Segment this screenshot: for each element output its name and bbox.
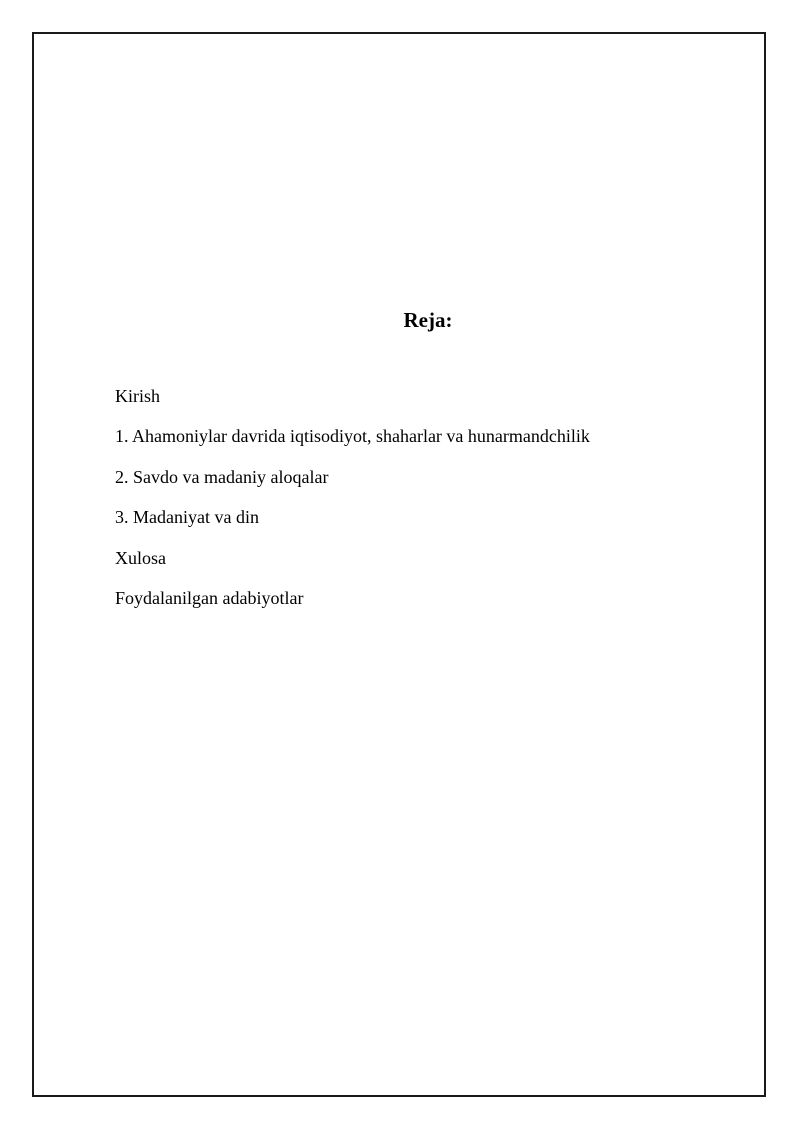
plan-item-2: 2. Savdo va madaniy aloqalar: [115, 466, 329, 487]
plan-item-3: 3. Madaniyat va din: [115, 507, 259, 528]
plan-list: [115, 383, 590, 625]
plan-item-references: Foydalanilgan adabiyotlar: [115, 587, 304, 608]
plan-title: Reja:: [403, 308, 453, 332]
plan-item-conclusion: Xulosa: [115, 547, 166, 568]
page-border: [32, 32, 766, 1097]
plan-item-introduction: Kirish: [115, 386, 160, 406]
plan-item-1: 1. Ahamoniylar davrida iqtisodiyot, shaharlar va hunarmandchilik: [115, 426, 590, 447]
